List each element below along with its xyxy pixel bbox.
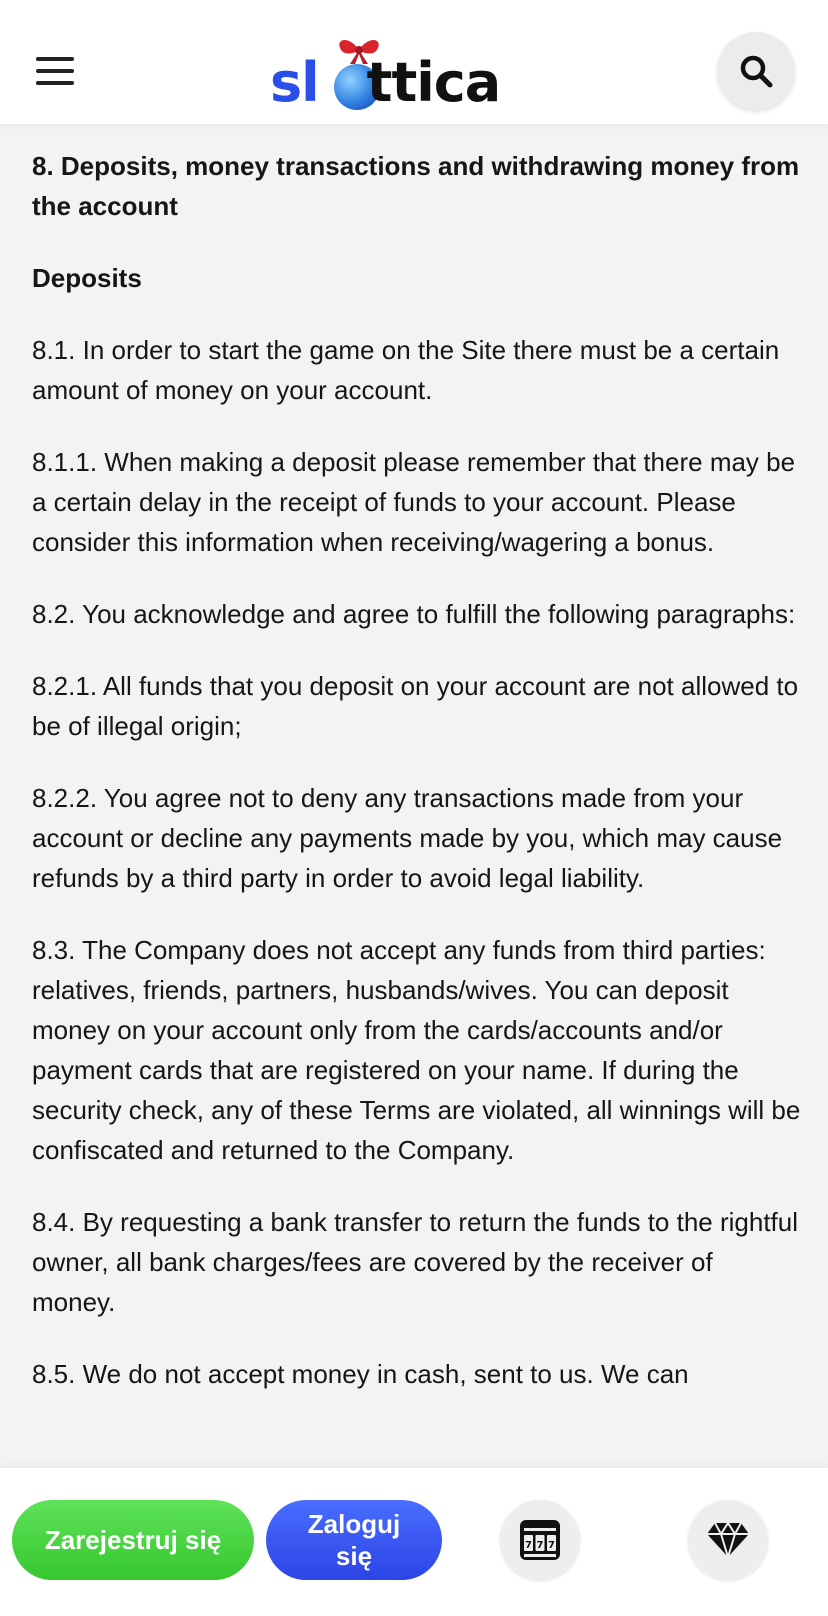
diamond-icon [705,1521,751,1559]
search-icon [738,53,774,89]
svg-text:7: 7 [548,1540,555,1551]
section-title: 8. Deposits, money transactions and withdrawing money from the account [32,151,800,221]
paragraph-8-2-2: 8.2.2. You agree not to deny any transactions made from your account or decline any payments made by you, which may cause refunds by a third party in order to avoid legal liability. [32,783,783,893]
paragraph-8-1-1: 8.1.1. When making a deposit please remember that there may be a certain delay in the receipt of funds to your account. Please consider this information when receiving/wagering a bonus. [32,447,796,557]
logo-text-part1: sl [270,51,319,114]
paragraph-8-5: 8.5. We do not accept money in cash, sent to us. We can [32,1359,689,1389]
logo-text [270,51,501,114]
svg-text:7: 7 [536,1540,544,1551]
slottica-logo[interactable] [270,30,550,114]
paragraph-8-2: 8.2. You acknowledge and agree to fulfill the following paragraphs: [32,599,796,629]
logo-text-part2: ttica [366,51,501,114]
bottom-action-bar [0,1468,828,1616]
register-button[interactable]: Zarejestruj się [12,1500,254,1580]
paragraph-8-1: 8.1. In order to start the game on the Site there must be a certain amount of money on your account. [32,335,780,405]
deposits-heading: Deposits [32,263,142,293]
paragraph-8-2-1: 8.2.1. All funds that you deposit on your account are not allowed to be of illegal origin; [32,671,799,741]
svg-text:7: 7 [525,1540,532,1551]
search-button[interactable] [717,32,795,110]
terms-content [32,124,802,1470]
hamburger-menu-icon[interactable] [36,57,74,85]
paragraph-8-3: 8.3. The Company does not accept any funds from third parties: relatives, friends, partners, husbands/wives. You can deposit money on your account only from the cards/accounts and/or payment cards that are registered on your name. If during the security check, any of these Terms are violated, all winnings will be confiscated and returned to the Company. [32,935,801,1165]
top-header [0,0,828,124]
vip-button[interactable] [688,1500,768,1580]
login-button[interactable]: Zaloguj się [266,1500,442,1580]
paragraph-8-4: 8.4. By requesting a bank transfer to return the funds to the rightful owner, all bank charges/fees are covered by the receiver of money. [32,1207,799,1317]
slot-machine-icon [517,1518,563,1562]
slots-button[interactable] [500,1500,580,1580]
